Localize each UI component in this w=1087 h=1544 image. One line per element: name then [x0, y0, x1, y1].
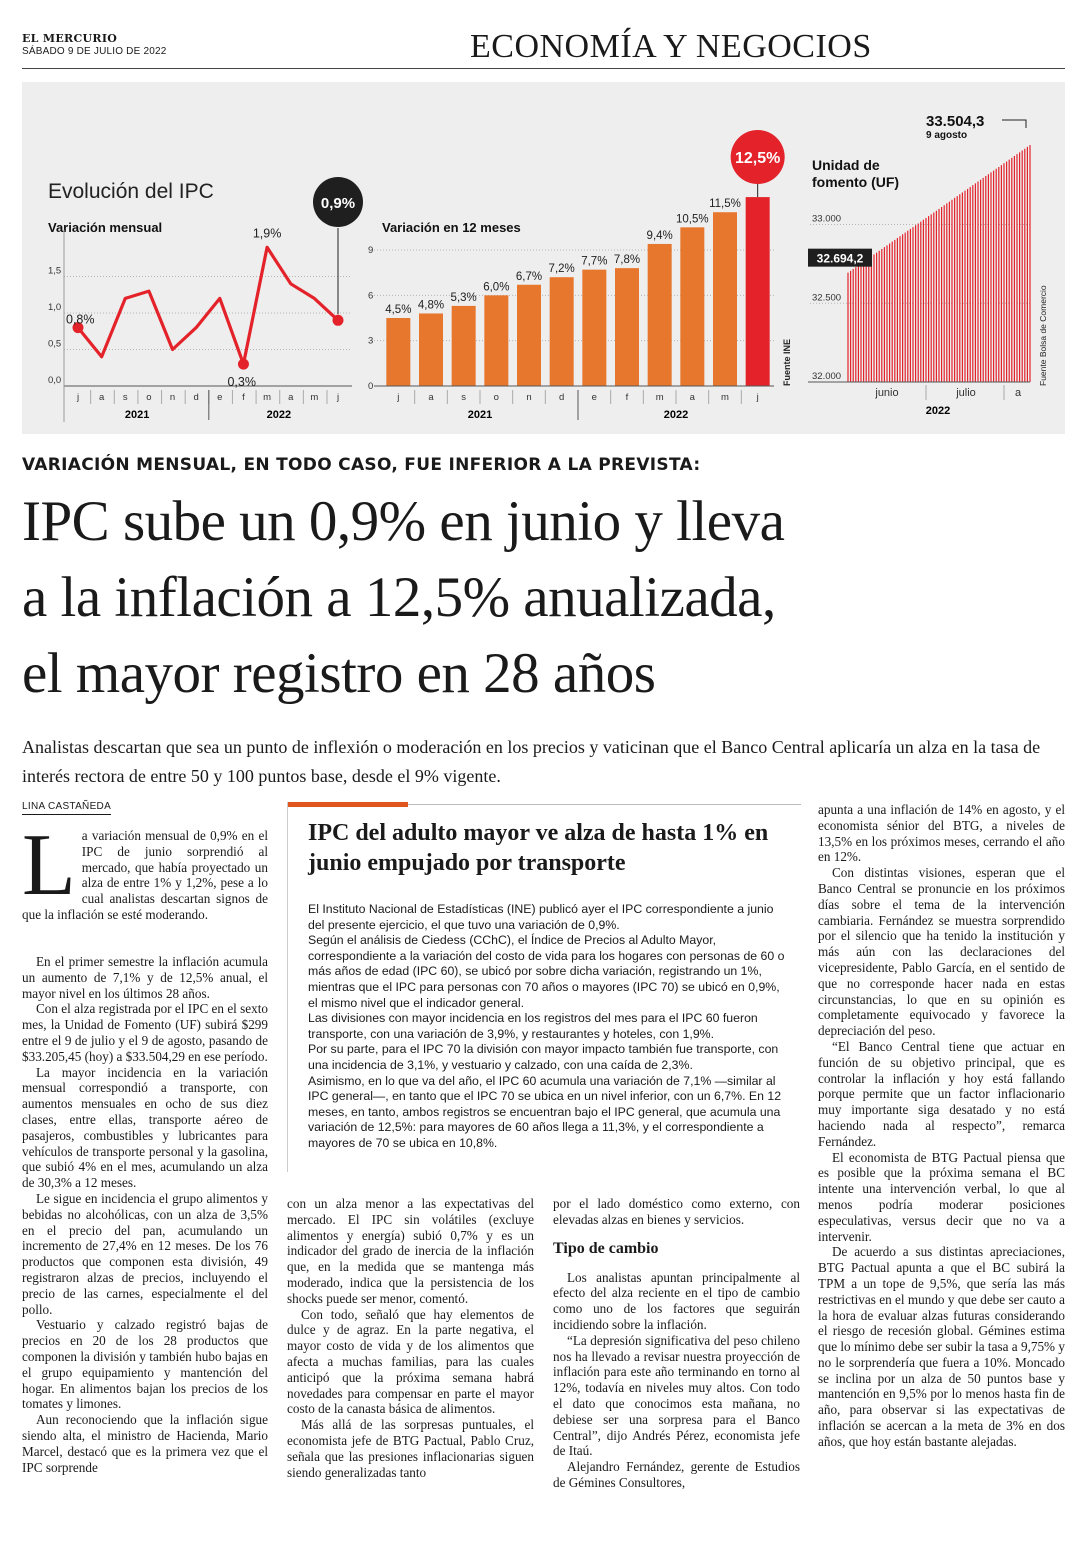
paragraph: por el lado doméstico como externo, con elevadas alzas en bienes y servicios.: [553, 1196, 800, 1227]
headline-line: el mayor registro en 28 años: [22, 642, 656, 705]
section-title: ECONOMÍA Y NEGOCIOS: [470, 28, 872, 65]
paragraph: En el primer semestre la inflación acumula un aumento de 7,1% y de 12,5% anual, el mayor nivel en los últimos 28 años.: [22, 954, 268, 1001]
chart1-year-label: 2022: [266, 409, 292, 421]
chart2-value-label: 7,7%: [581, 255, 608, 268]
chart2-ytick: 9: [368, 245, 374, 256]
chart1-xtick: m: [263, 392, 272, 403]
paragraph: “El Banco Central tiene que actuar en función de su objetivo principal, que es controlar la inflación y hoy está fallando porque permite que un factor inflacionario muy importante siga desatado y no está haciendo nada al respecto”, remarca Fernández.: [818, 1038, 1065, 1149]
paragraph: apunta a una inflación de 14% en agosto, y el economista sénior del BTG, a niveles de 13,5% en los próximos meses, cerrando el año en 12%.: [818, 802, 1065, 865]
chart2-xtick: s: [461, 392, 467, 403]
charts-svg: [22, 82, 1065, 434]
chart2-bar: [386, 318, 410, 386]
paragraph: “La depresión significativa del peso chileno nos ha llevado a revisar nuestra proyección de inflación para este año terminando en torno al 12%, todavía en niveles muy altos. Con todo el dato que conocimos esta mañana, no debiese ser una sorpresa para el Banco Central”, dijo Andrés Pérez, economista jefe de Itaú.: [553, 1332, 800, 1459]
chart3-title: fomento (UF): [812, 174, 900, 190]
chart1-point: [238, 359, 249, 370]
article-column-1: [22, 817, 268, 1475]
chart3-end-note: 9 agosto: [926, 130, 968, 141]
chart2-xtick: m: [721, 392, 729, 403]
sidebar-title: IPC del adulto mayor ve alza de hasta 1% en junio empujado por transporte: [308, 820, 769, 876]
paragraph: Con todo, señaló que hay elementos de dulce y de agraz. En la parte negativa, el mayor costo de vida y de los alimentos que afecta a muchas familias, para las cuales anticipó que la próxima semana habrá novedades para compensar en parte el mayor costo de la canasta básica de alimentos.: [287, 1306, 534, 1417]
chart1-point-label: 1,9%: [252, 226, 282, 241]
chart2-source: Fuente INE: [782, 338, 792, 386]
chart1-xtick: n: [169, 392, 176, 403]
sidebar-paragraph: El Instituto Nacional de Estadísticas (INE) publicó ayer el IPC correspondiente a junio del presente ejercicio, el que tuvo una variación de 0,9%.: [308, 902, 774, 932]
chart1-ytick: 0,5: [48, 338, 62, 350]
chart2-xtick: m: [655, 392, 664, 403]
chart1-xtick: a: [98, 392, 105, 403]
chart3-start-label: 32.694,2: [816, 251, 864, 266]
chart3-source: Fuente Bolsa de Comercio: [1038, 285, 1048, 386]
chart2-xtick: n: [526, 392, 532, 403]
chart2-subtitle: Variación en 12 meses: [382, 220, 521, 235]
chart2-xtick: e: [591, 392, 597, 403]
chart2-xtick: j: [756, 392, 759, 403]
kicker: VARIACIÓN MENSUAL, EN TODO CASO, FUE INFERIOR A LA PREVISTA:: [22, 455, 701, 475]
chart1-xtick: m: [310, 392, 319, 403]
chart2-bar: [648, 244, 672, 386]
article-column-4: [818, 802, 1065, 1450]
paragraph: La mayor incidencia en la variación mensual correspondió a transporte, con aumentos mensuales en ocho de sus diez clases, entre ellas, transporte aéreo de pasajeros, combustibles y lubricantes para vehículos de transporte personal y la gasolina, que subió 4% en el mes, acumulando un alza de 30,3% a 12 meses.: [22, 1064, 268, 1191]
chart3-end-leader: [1002, 120, 1026, 128]
paragraph: Más allá de las sorpresas puntuales, el economista jefe de BTG Pactual, Pablo Cruz, señala que las presiones inflacionarias siguen siendo generalizadas tanto: [287, 1417, 534, 1480]
chart2-callout-label: 12,5%: [734, 150, 781, 167]
chart2-year-label: 2022: [663, 409, 689, 421]
chart1-year-label: 2021: [124, 409, 150, 421]
paragraph: Vestuario y calzado registró bajas de precios en 20 de los 28 productos que componen la división y también hubo bajas en el grupo equipamiento y mantención del hogar. En alimentos bajan los precios de los tomates y limones.: [22, 1317, 268, 1412]
paragraph: El economista de BTG Pactual piensa que es posible que la próxima semana el BC intente una intervención verbal, lo que al menos podría moderar posiciones especulativas, versus decir que no va a intervenir.: [818, 1149, 1065, 1244]
chart1-xtick: o: [146, 392, 152, 403]
chart2-value-label: 5,3%: [450, 291, 477, 304]
chart1-xtick: f: [242, 392, 245, 403]
top-rule: [22, 68, 1065, 69]
chart1-callout-label: 0,9%: [320, 195, 356, 212]
chart1-xtick: a: [288, 392, 294, 403]
chart3-end-label: 33.504,3: [926, 113, 985, 130]
chart2-ytick: 3: [368, 335, 374, 347]
chart2-bar: [517, 285, 541, 386]
deck: Analistas descartan que sea un punto de inflexión o moderación en los precios y vaticinan que el Banco Central aplicaría un alza en la tasa de interés rectora de entre 50 y 100 puntos base, desde el 9% vigente.: [22, 737, 1041, 786]
article-column-3: [553, 1196, 800, 1491]
lead-text: a variación mensual de 0,9% en el IPC de junio sorprendió al mercado, que había proyectado un alza de entre 1% y 1,2%, pese a lo cual analistas descartan signos de que la inflación se esté moderando.: [22, 828, 268, 922]
chart2-xtick: o: [493, 392, 499, 403]
headline-line: a la inflación a 12,5% anualizada,: [22, 566, 776, 629]
chart3-ytick: 32.500: [812, 292, 842, 304]
chart1-point: [333, 315, 344, 326]
chart2-value-label: 6,7%: [515, 270, 543, 283]
chart2-bar: [680, 227, 704, 386]
chart3-ytick: 33.000: [812, 213, 842, 225]
chart3-xtick: junio: [875, 387, 899, 399]
chart2-xtick: d: [559, 392, 565, 403]
chart3-xtick: a: [1014, 387, 1022, 399]
paragraph: Los analistas apuntan principalmente al efecto del alza reciente en el tipo de cambio como uno de los factores que seguirán incidiendo sobre la inflación.: [553, 1269, 800, 1332]
chart1-ytick: 1,5: [48, 265, 62, 277]
chart2-value-label: 7,8%: [613, 254, 641, 267]
chart2-value-label: 10,5%: [676, 213, 709, 226]
chart2-value-label: 4,5%: [385, 304, 412, 316]
paragraph: De acuerdo a sus distintas apreciaciones, BTG Pactual apunta a que el BC subirá la TPM a un tope de 9,5%, que sería las más restrictivas en el mundo y que debe ser cauto a la hora de evaluar alzas futuras considerando el riesgo de recesión global. Gémines estima que lo mínimo debe ser subir la tasa a 9,75% y no le sorprendería que fuera a 10%. Moncado se inclina por un alza de 50 puntos base y mantención en 9,5% por lo menos hasta fin de año, para observar si las expectativas de inflación se acercan a la meta de 3% en dos años, que hoy están bastante alejadas.: [818, 1244, 1065, 1449]
chart1-xtick: s: [122, 392, 128, 403]
chart1-xtick: j: [76, 392, 80, 403]
chart2-bar: [452, 306, 476, 386]
chart1-xtick: e: [217, 392, 223, 403]
chart2-bar: [746, 197, 770, 386]
chart1-ytick: 1,0: [48, 302, 62, 313]
chart1-title: Evolución del IPC: [48, 180, 214, 203]
chart1-subtitle: Variación mensual: [48, 220, 163, 235]
chart3-title: Unidad de: [812, 157, 880, 173]
chart1-point-label: 0,8%: [66, 312, 95, 327]
headline-line: IPC sube un 0,9% en junio y lleva: [22, 490, 785, 553]
chart3-xtick: julio: [956, 387, 976, 399]
sidebar-rule: [408, 804, 801, 805]
paragraph: Alejandro Fernández, gerente de Estudios de Gémines Consultores,: [553, 1459, 800, 1490]
chart2-ytick: 0: [368, 381, 374, 392]
chart1-point-label: 0,3%: [227, 375, 256, 390]
subhead: Tipo de cambio: [553, 1239, 659, 1257]
paragraph: Aun reconociendo que la inflación sigue siendo alta, el ministro de Hacienda, Mario Marcel, destacó que es la primera vez que el IPC sorprende: [22, 1412, 268, 1475]
headline: [22, 484, 1072, 712]
chart2-value-label: 4,8%: [417, 299, 445, 312]
sidebar-body: [308, 902, 788, 1152]
article-column-2: [287, 1196, 534, 1480]
lead-paragraph: [22, 817, 268, 954]
chart2-value-label: 11,5%: [709, 198, 741, 211]
paragraph: Le sigue en incidencia el grupo alimentos y bebidas no alcohólicas, con un alza de 3,5% en el precio del pan, acumulando un incremento de 27,4% en 12 meses. De los 76 productos que componen esta división, 49 registraron alzas de precios, incluyendo el precio de las carnes, especialmente el del pollo.: [22, 1190, 268, 1317]
chart2-bar: [713, 212, 737, 386]
paragraph: Con distintas visiones, esperan que el Banco Central se pronuncie en los próximos días sobre el tema de la intervención cambiaria. Fernández se muestra sorprendido por el silencio que ha tenido la institución y más aún con las declaraciones del vicepresidente, Pablo García, en el sentido de que no corresponde hacer nada en estas circunstancias, lo que en su opinión es completamente equivocado y favorece la depreciación del peso.: [818, 865, 1065, 1039]
chart2-value-label: 7,2%: [548, 263, 575, 276]
chart2-year-label: 2021: [467, 409, 493, 421]
sidebar-paragraph: Asimismo, en lo que va del año, el IPC 60 acumula una variación de 7,1% —similar al IPC general—, en tanto que el IPC 70 se ubica en un nivel inferior, con un 6,7%. En 12 meses, en tanto, ambos registros se encuentran bajo el IPC general, que acumula una variación de 12,5%: para mayores de 60 años llega a 11,3%, y el correspondiente a mayores de 70 se ubica en 10,8%.: [308, 1073, 782, 1150]
paragraph: con un alza menor a las expectativas del mercado. El IPC sin volátiles (excluye alimentos y energía) subió 0,7% y es un indicador del grado de inercia de la inflación que, en la medida que se mantenga más moderado, indica que la persistencia de los shocks puede ser menor, comentó.: [287, 1196, 534, 1306]
masthead-name: EL MERCURIO: [22, 32, 118, 45]
chart2-xtick: a: [689, 392, 695, 403]
chart3-ytick: 32.000: [812, 371, 842, 382]
charts-panel: [22, 82, 1065, 434]
chart2-bar: [615, 268, 639, 386]
byline: LINA CASTAÑEDA: [22, 801, 111, 815]
chart1-xtick: d: [193, 392, 199, 403]
chart3-year-label: 2022: [925, 405, 951, 417]
chart1-xtick: j: [336, 392, 340, 403]
paragraph: Con el alza registrada por el IPC en el sexto mes, la Unidad de Fomento (UF) subirá $299 entre el 9 de julio y el 9 de agosto, pasando de $33.205,45 (hoy) a $33.504,29 en ese período.: [22, 1001, 268, 1064]
chart2-bar: [582, 270, 606, 386]
chart2-xtick: f: [625, 392, 629, 403]
drop-cap: L: [22, 817, 76, 914]
chart1-ytick: 0,0: [48, 375, 62, 386]
chart2-bar: [419, 313, 443, 386]
sidebar-paragraph: Por su parte, para el IPC 70 la división con mayor impacto también fue transporte, con una incidencia de 3,1%, y vestuario y calzado, con una caída de 2,3%.: [308, 1042, 779, 1072]
sidebar-box: [287, 802, 800, 1172]
sidebar-accent-bar: [288, 802, 408, 807]
sidebar-paragraph: Según el análisis de Ciedess (CChC), el Índice de Precios al Adulto Mayor, correspondiente a la variación del costo de vida para los hogares con personas de 60 o más años de edad (IPC 60), se ubicó por sobre dicha variación, registrando un 1%, mientras que el IPC para personas con 70 años o mayores (IPC 70) se ubicó en 0,9%, el mismo nivel que el indicador general.: [308, 933, 785, 1010]
chart1-series-line: [78, 247, 338, 364]
chart2-xtick: a: [428, 392, 434, 403]
chart2-bar: [550, 277, 574, 386]
masthead-date: SÁBADO 9 DE JULIO DE 2022: [22, 46, 167, 57]
sidebar-paragraph: Las divisiones con mayor incidencia en los registros del mes para el IPC 60 fueron transporte, con una variación de 3,9%, y restaurantes y hoteles, con 1,9%.: [308, 1011, 758, 1041]
chart2-value-label: 6,0%: [483, 281, 510, 294]
chart2-bar: [484, 295, 508, 386]
chart2-ytick: 6: [368, 290, 374, 302]
chart2-value-label: 9,4%: [646, 229, 673, 242]
chart2-xtick: j: [397, 392, 400, 403]
